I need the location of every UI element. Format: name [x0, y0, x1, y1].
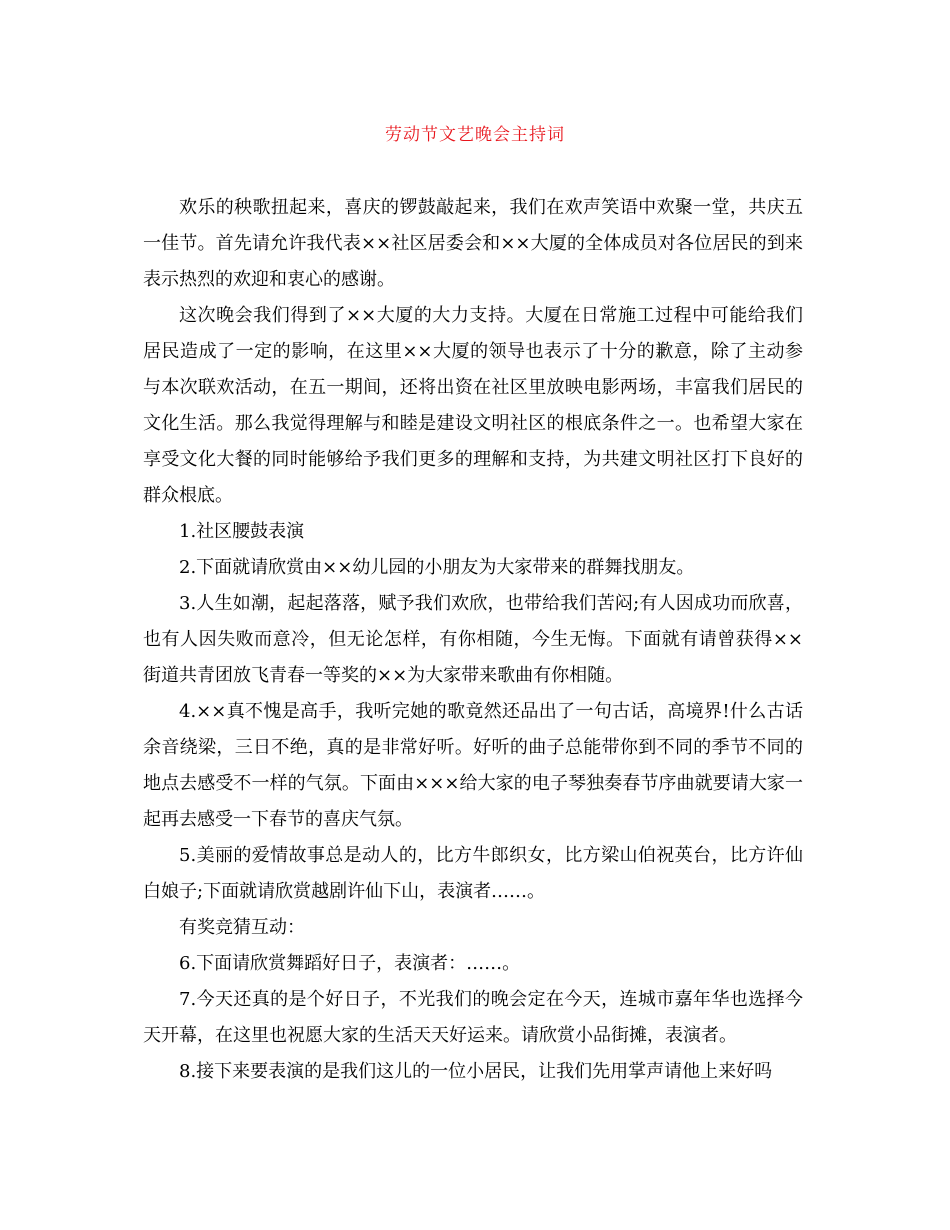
document-title: 劳动节文艺晚会主持词 — [385, 125, 565, 145]
document-body — [143, 190, 803, 1090]
program-item-8: 8.接下来要表演的是我们这儿的一位小居民，让我们先用掌声请他上来好吗 — [179, 1061, 773, 1082]
paragraph-thanks: 这次晚会我们得到了××大厦的大力支持。大厦在日常施工过程中可能给我们居民造成了一定的影响，在这里××大厦的领导也表示了十分的歉意，除了主动参与本次联欢活动，在五一期间，还将出资在社区里放映电影两场，丰富我们居民的文化生活。那么我觉得理解与和睦是建设文明社区的根底条件之一。也希望大家在享受文化大餐的同时能够给予我们更多的理解和支持，为共建文明社区打下良好的群众根底。 — [143, 305, 803, 506]
program-item-4: 4.××真不愧是高手，我听完她的歌竟然还品出了一句古话，高境界!什么古话余音绕梁，三日不绝，真的是非常好听。好听的曲子总能带你到不同的季节不同的地点去感受不一样的气氛。下面由×××给大家的电子琴独奏春节序曲就要请大家一起再去感受一下春节的喜庆气氛。 — [143, 701, 803, 830]
program-item-5: 5.美丽的爱情故事总是动人的，比方牛郎织女，比方梁山伯祝英台，比方许仙白娘子;下面就请欣赏越剧许仙下山，表演者……。 — [143, 845, 803, 902]
program-item-7: 7.今天还真的是个好日子，不光我们的晚会定在今天，连城市嘉年华也选择今天开幕，在这里也祝愿大家的生活天天好运来。请欣赏小品街摊，表演者。 — [143, 989, 803, 1046]
program-item-3: 3.人生如潮，起起落落，赋予我们欢欣，也带给我们苦闷;有人因成功而欣喜，也有人因失败而意冷，但无论怎样，有你相随，今生无悔。下面就有请曾获得××街道共青团放飞青春一等奖的××为大家带来歌曲有你相随。 — [143, 593, 803, 686]
program-item-1: 1.社区腰鼓表演 — [179, 521, 305, 542]
program-item-2: 2.下面就请欣赏由××幼儿园的小朋友为大家带来的群舞找朋友。 — [179, 557, 695, 578]
paragraph-intro: 欢乐的秧歌扭起来，喜庆的锣鼓敲起来，我们在欢声笑语中欢聚一堂，共庆五一佳节。首先请允许我代表××社区居委会和××大厦的全体成员对各位居民的到来表示热烈的欢迎和衷心的感谢。 — [143, 197, 803, 290]
program-item-6: 6.下面请欣赏舞蹈好日子，表演者：……。 — [179, 953, 521, 974]
quiz-interaction: 有奖竞猜互动： — [179, 917, 305, 938]
